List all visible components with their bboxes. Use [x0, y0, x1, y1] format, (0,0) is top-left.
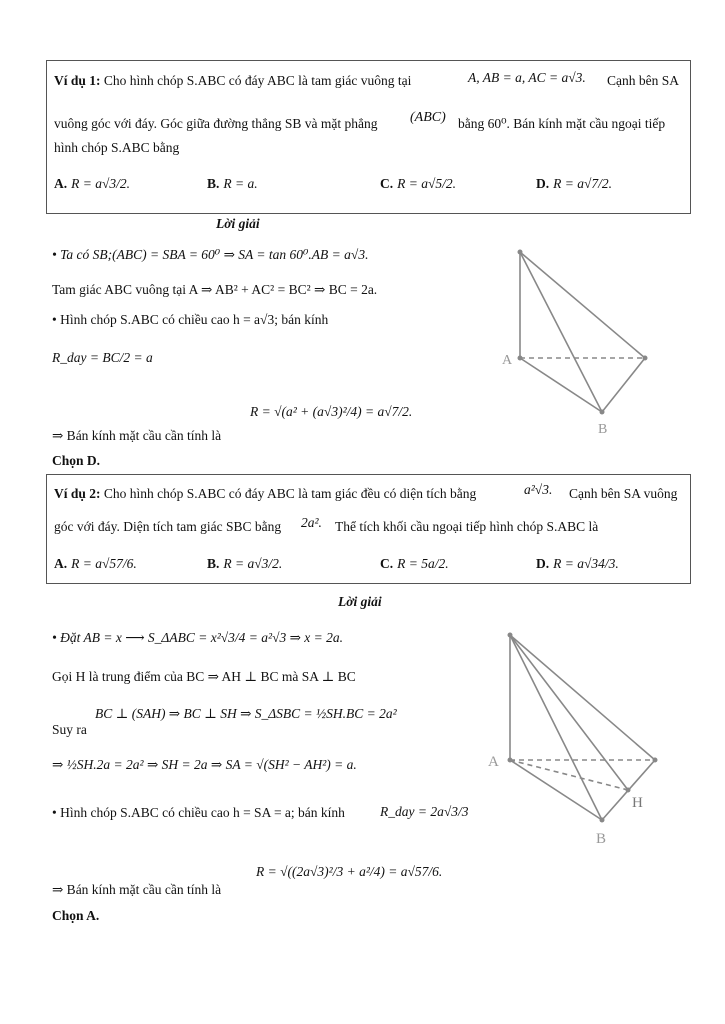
- pyramid-figure-1: [490, 240, 670, 445]
- sol2-step5: • Hình chóp S.ABC có chiều cao h = SA = a; bán kính: [52, 805, 345, 820]
- ex1-option-b-text: R = a.: [223, 176, 258, 191]
- ex2-option-c-label: C.: [380, 556, 394, 571]
- fig1-label-b: B: [598, 422, 608, 437]
- fig2-label-a: A: [488, 754, 499, 770]
- sol2-step5-math: R_day = 2a√3/3: [380, 804, 469, 819]
- pyramid-figure-2: [480, 625, 680, 855]
- fig2-edge-sh: [510, 635, 628, 790]
- ex1-option-c-label: C.: [380, 176, 394, 191]
- ex2-line1-math: a²√3.: [524, 482, 553, 497]
- ex2-option-d-text: R = a√34/3.: [553, 556, 619, 571]
- sol2-step6-text: ⇒ Bán kính mặt cầu cần tính là: [52, 882, 222, 897]
- ex1-line1-text: Cho hình chóp S.ABC có đáy ABC là tam giác vuông tại: [103, 73, 412, 88]
- ex2-option-a-text: R = a√57/6.: [71, 556, 137, 571]
- ex1-line2b: bằng 60⁰. Bán kính mặt cầu ngoại tiếp: [458, 116, 666, 131]
- fig2-edge-ah: [510, 760, 628, 790]
- ex1-line1: [54, 73, 411, 89]
- ex2-option-b-label: B.: [207, 556, 220, 571]
- sol2-step2: Gọi H là trung điểm của BC ⇒ AH ⊥ BC mà SA ⊥ BC: [52, 669, 356, 684]
- sol1-step2: Tam giác ABC vuông tại A ⇒ AB² + AC² = BC² ⇒ BC = 2a.: [52, 282, 378, 297]
- fig1-edge-ab: [520, 358, 602, 412]
- ex1-option-b-label: B.: [207, 176, 220, 191]
- ex1-line2-math: (ABC): [410, 110, 446, 125]
- sol2-step6-math: R = √((2a√3)²/3 + a²/4) = a√57/6.: [256, 864, 443, 879]
- fig1-label-a: A: [502, 353, 513, 368]
- ex1-option-c: [380, 176, 456, 192]
- fig1-edge-sc: [520, 252, 645, 358]
- ex2-option-a: [54, 556, 137, 572]
- ex2-option-c-text: R = 5a/2.: [397, 556, 449, 571]
- fig2-label-b: B: [596, 831, 607, 847]
- fig1-edge-bc: [602, 358, 645, 412]
- ex1-option-b: [207, 176, 258, 192]
- ex1-line3: hình chóp S.ABC bằng: [54, 140, 180, 155]
- sol2-step4: ⇒ ½SH.2a = 2a² ⇒ SH = 2a ⇒ SA = √(SH² − AH²) = a.: [52, 757, 357, 772]
- ex1-option-a-label: A.: [54, 176, 68, 191]
- fig2-edge-sc: [510, 635, 655, 760]
- ex1-option-d-label: D.: [536, 176, 550, 191]
- ex1-option-d-text: R = a√7/2.: [553, 176, 613, 191]
- sol1-step1: • Ta có SB;(ABC) = SBA = 60⁰ ⇒ SA = tan 60⁰.AB = a√3.: [52, 247, 369, 262]
- ex2-label: Ví dụ 2:: [54, 486, 101, 501]
- fig2-label-h: H: [632, 795, 643, 811]
- sol2-title: Lời giải: [338, 594, 382, 609]
- ex1-option-c-text: R = a√5/2.: [397, 176, 457, 191]
- ex1-label: Ví dụ 1:: [54, 73, 101, 88]
- sol1-answer: Chọn D.: [52, 453, 101, 468]
- ex2-line1: [54, 486, 476, 502]
- ex2-line2a: góc với đáy. Diện tích tam giác SBC bằng: [54, 519, 282, 534]
- sol1-step5-text: ⇒ Bán kính mặt cầu cần tính là: [52, 428, 222, 443]
- ex2-option-a-label: A.: [54, 556, 68, 571]
- fig2-edge-ab: [510, 760, 602, 820]
- ex2-line1-text: Cho hình chóp S.ABC có đáy ABC là tam giác đều có diện tích bằng: [103, 486, 477, 501]
- sol1-title: Lời giải: [216, 216, 260, 231]
- ex2-option-d: [536, 556, 619, 572]
- ex2-option-c: [380, 556, 449, 572]
- sol2-answer: Chọn A.: [52, 908, 100, 923]
- sol1-step4: R_day = BC/2 = a: [52, 350, 153, 365]
- ex2-line2-math: 2a².: [301, 515, 322, 530]
- fig2-edge-sb: [510, 635, 602, 820]
- ex2-option-d-label: D.: [536, 556, 550, 571]
- sol1-step5-math: R = √(a² + (a√3)²/4) = a√7/2.: [250, 404, 413, 419]
- ex1-option-a: [54, 176, 130, 192]
- ex2-line1-end: Cạnh bên SA vuông: [569, 486, 678, 501]
- ex2-option-b-text: R = a√3/2.: [223, 556, 283, 571]
- sol2-step3-text: Suy ra: [52, 722, 87, 737]
- ex2-line2b: Thể tích khối cầu ngoại tiếp hình chóp S.ABC là: [335, 519, 599, 534]
- fig1-edge-sb: [520, 252, 602, 412]
- ex1-line2a: vuông góc với đáy. Góc giữa đường thẳng SB và mặt phẳng: [54, 116, 378, 131]
- sol2-step3-math: BC ⊥ (SAH) ⇒ BC ⊥ SH ⇒ S_ΔSBC = ½SH.BC = 2a²: [95, 706, 397, 721]
- ex1-option-a-text: R = a√3/2.: [71, 176, 131, 191]
- sol2-step1: • Đặt AB = x ⟶ S_ΔABC = x²√3/4 = a²√3 ⇒ x = 2a.: [52, 630, 344, 645]
- sol1-step3: • Hình chóp S.ABC có chiều cao h = a√3; bán kính: [52, 312, 329, 327]
- ex1-line1-math: A, AB = a, AC = a√3.: [468, 70, 586, 85]
- ex2-option-b: [207, 556, 282, 572]
- ex1-option-d: [536, 176, 612, 192]
- ex1-line1-end: Cạnh bên SA: [607, 73, 679, 88]
